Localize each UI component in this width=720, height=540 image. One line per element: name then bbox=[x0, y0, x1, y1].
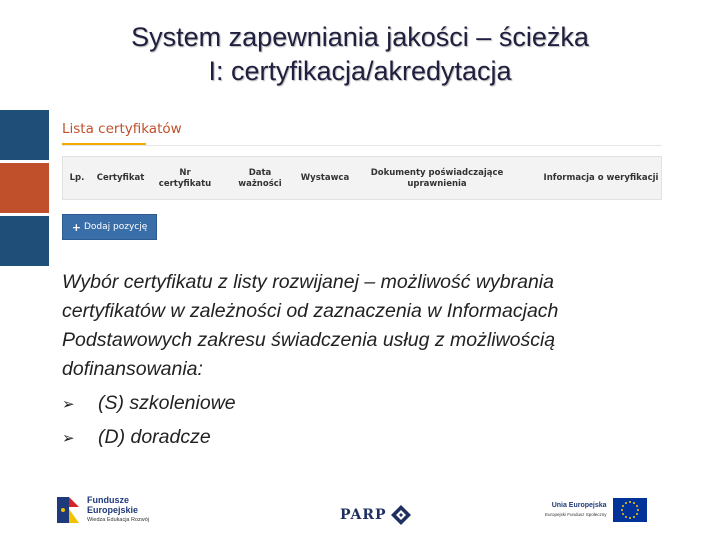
fe-line2: Europejskie bbox=[87, 505, 139, 515]
parp-icon bbox=[391, 505, 411, 525]
option-label: (D) doradcze bbox=[98, 426, 211, 448]
ue-line1: Unia Europejska bbox=[551, 502, 607, 509]
column-header-informacja-o-weryfikacji[interactable]: Informacja o weryfikacji bbox=[543, 173, 659, 183]
side-bar-top bbox=[0, 110, 49, 160]
slide-title bbox=[0, 20, 720, 88]
eu-flag-icon bbox=[613, 498, 647, 522]
side-bar-bottom bbox=[0, 216, 49, 266]
column-header-nr-certyfikatu[interactable]: Nr certyfikatu bbox=[158, 168, 212, 189]
fe-line1: Fundusze bbox=[87, 495, 129, 505]
panel-divider bbox=[62, 145, 662, 146]
plus-icon: + bbox=[71, 220, 81, 234]
add-item-button[interactable] bbox=[62, 214, 157, 240]
column-header-wystawca[interactable]: Wystawca bbox=[300, 173, 350, 183]
unia-europejska-logo bbox=[545, 490, 670, 530]
column-header-lp[interactable]: Lp. bbox=[69, 173, 85, 183]
column-header-certyfikat[interactable]: Certyfikat bbox=[96, 173, 145, 183]
slide-title-line1: System zapewniania jakości – ścieżka bbox=[131, 22, 589, 52]
parp-logo bbox=[340, 495, 420, 535]
arrow-bullet-icon: ➢ bbox=[62, 429, 75, 447]
add-item-button-label: Dodaj pozycję bbox=[83, 222, 148, 232]
fundusze-europejskie-icon bbox=[55, 493, 81, 527]
description-text: Wybór certyfikatu z listy rozwijanej – możliwość wybrania certyfikatów w zależności od zaznaczenia w Informacjach Podstawowych zakresu świadczenia usług z możliwością dofinansowania: bbox=[62, 271, 559, 380]
certificates-table-header bbox=[62, 156, 662, 200]
parp-text: PARP bbox=[340, 507, 387, 523]
option-item bbox=[62, 392, 236, 415]
side-bar-middle bbox=[0, 163, 49, 213]
ue-line2: Europejski Fundusz Społeczny bbox=[545, 512, 607, 517]
option-item bbox=[62, 426, 211, 449]
column-header-data-waznosci[interactable]: Data ważności bbox=[238, 168, 282, 189]
panel-title: Lista certyfikatów bbox=[62, 121, 182, 137]
column-header-dokumenty[interactable]: Dokumenty poświadczające uprawnienia bbox=[370, 168, 504, 189]
fundusze-europejskie-logo bbox=[55, 490, 170, 530]
fe-line3: Wiedza Edukacja Rozwój bbox=[87, 517, 150, 523]
arrow-bullet-icon: ➢ bbox=[62, 395, 75, 413]
option-label: (S) szkoleniowe bbox=[98, 392, 236, 414]
slide-title-line2: I: certyfikacja/akredytacja bbox=[208, 56, 512, 86]
